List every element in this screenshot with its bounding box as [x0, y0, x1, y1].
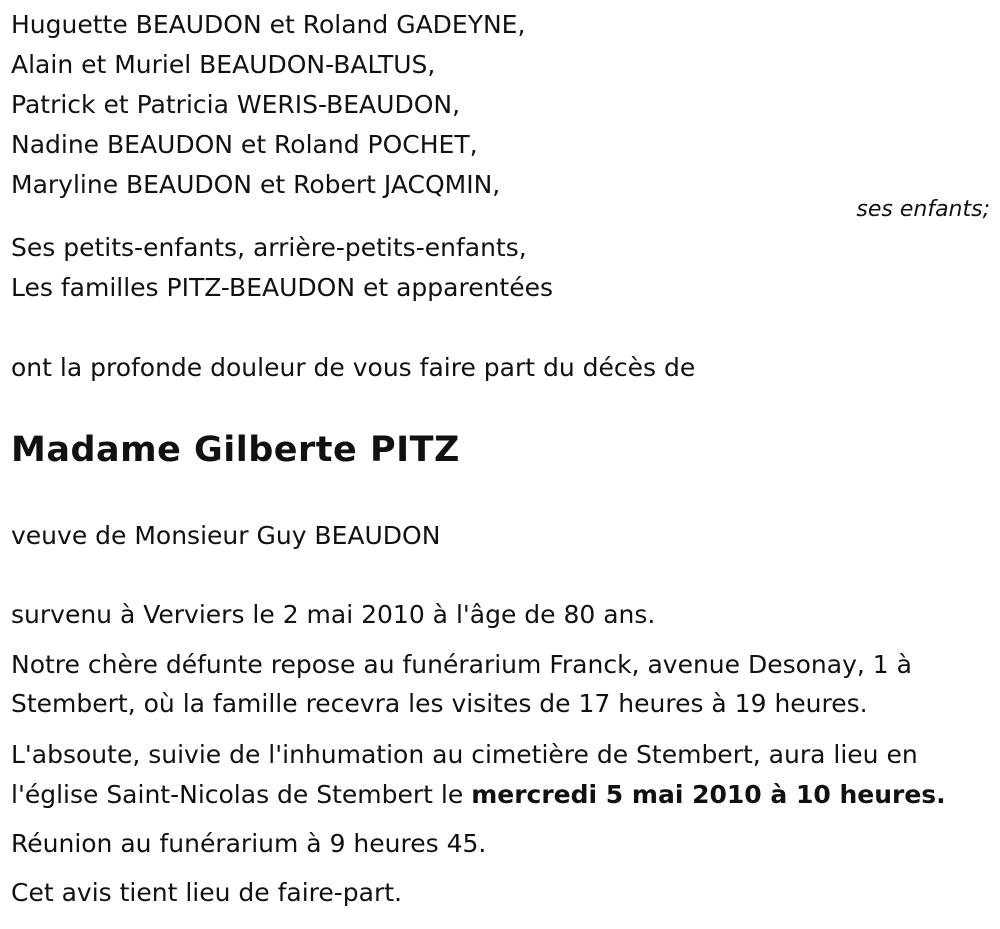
child-line-2: Alain et Muriel BEAUDON-BALTUS, [11, 50, 436, 79]
grandchildren-line: Ses petits-enfants, arrière-petits-enfants, [11, 233, 527, 262]
spouse-line: veuve de Monsieur Guy BEAUDON [11, 521, 441, 550]
death-details: survenu à Verviers le 2 mai 2010 à l'âge de 80 ans. [11, 600, 656, 629]
families-line: Les familles PITZ-BEAUDON et apparentées [11, 273, 554, 302]
child-line-4: Nadine BEAUDON et Roland POCHET, [11, 130, 478, 159]
ceremony-date: mercredi 5 mai 2010 à 10 heures. [471, 780, 946, 809]
child-line-5: Maryline BEAUDON et Robert JACQMIN, [11, 170, 501, 199]
children-relation-note: ses enfants; [856, 197, 990, 222]
absoute-line-1: L'absoute, suivie de l'inhumation au cimetière de Stembert, aura lieu en [11, 740, 918, 769]
meeting-line: Réunion au funérarium à 9 heures 45. [11, 829, 487, 858]
repose-line-1: Notre chère défunte repose au funérarium Franck, avenue Desonay, 1 à [11, 650, 912, 679]
closing-line: Cet avis tient lieu de faire-part. [11, 878, 403, 907]
repose-line-2: Stembert, où la famille recevra les visites de 17 heures à 19 heures. [11, 689, 868, 718]
absoute-line-2 [11, 780, 946, 810]
child-line-1: Huguette BEAUDON et Roland GADEYNE, [11, 10, 526, 39]
child-line-3: Patrick et Patricia WERIS-BEAUDON, [11, 90, 461, 119]
announcement-text: ont la profonde douleur de vous faire part du décès de [11, 353, 696, 382]
deceased-name: Madame Gilberte PITZ [11, 430, 460, 470]
absoute-line-2-prefix: l'église Saint-Nicolas de Stembert le [11, 780, 472, 809]
